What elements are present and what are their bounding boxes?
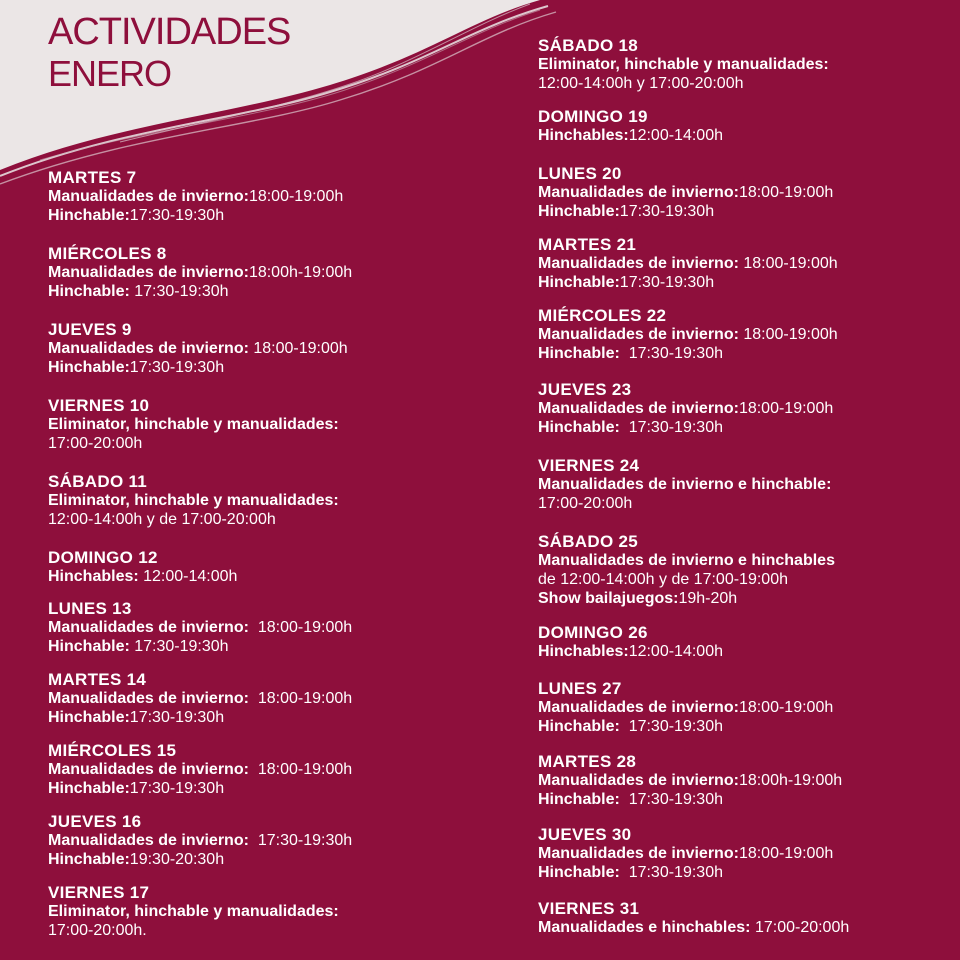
activity-line [48,415,478,434]
activity-time: 17:30-19:30h [619,345,723,362]
day-title: DOMINGO 19 [538,107,648,126]
day-entry [538,107,960,145]
activity-time: 18:00-19:00h [248,619,353,636]
activity-label: Hinchable: [48,709,130,726]
activity-label: Hinchable: [48,283,130,300]
day-title: VIERNES 24 [538,456,640,475]
activity-time: 17:30-19:30h [248,832,353,849]
activity-label: Hinchable: [538,345,620,362]
activity-time: 18:00-19:00h [248,340,348,357]
activity-time: 17:00-20:00h [750,919,850,936]
day-title: JUEVES 9 [48,320,132,339]
day-entry [538,532,960,608]
activity-label: Manualidades de invierno: [48,188,249,205]
activity-time: 18:00-19:00h [738,184,834,201]
activity-label: Manualidades de invierno: [48,690,249,707]
schedule-column-right [538,22,960,937]
activity-line [48,282,478,301]
poster-subtitle: ENERO [48,53,172,94]
activity-line [538,273,960,292]
day-entry [538,825,960,882]
activity-time: 12:00-14:00h y de 17:00-20:00h [48,511,276,528]
activity-line [48,263,478,282]
day-entry [538,235,960,292]
activity-label: Hinchable: [538,864,620,881]
activity-label: Hinchable: [538,203,620,220]
activity-line [538,183,960,202]
activity-time: 17:30-19:30h [619,791,723,808]
activity-time: 17:30-19:30h [619,419,723,436]
day-entry [48,472,478,529]
activity-label: Hinchable: [538,718,620,735]
activity-time: 18:00-19:00h [738,326,838,343]
day-title: DOMINGO 26 [538,623,648,642]
activity-label: Hinchables: [538,127,629,144]
activity-label: Manualidades de invierno: [48,340,249,357]
activity-label: Manualidades de invierno: [48,832,249,849]
activity-line [538,475,960,494]
day-title: DOMINGO 12 [48,548,158,567]
day-title: MARTES 28 [538,752,637,771]
activity-line [48,921,478,940]
activity-line [48,760,478,779]
day-entry [538,306,960,363]
day-entry [48,396,478,453]
activity-label: Manualidades de invierno: [538,326,739,343]
activity-line [48,567,478,586]
activity-time: 17:00-20:00h [538,495,633,512]
day-entry [538,164,960,221]
activity-line [48,779,478,798]
day-title: LUNES 13 [48,599,132,618]
day-title: MIÉRCOLES 22 [538,306,667,325]
day-title: VIERNES 10 [48,396,150,415]
activity-label: Hinchable: [48,359,130,376]
schedule-column-left [48,154,478,940]
day-entry [538,380,960,437]
day-entry [48,168,478,225]
activity-line [48,187,478,206]
activity-time: 17:30-19:30h [129,638,229,655]
activity-line [48,491,478,510]
activity-time: 18:00-19:00h [738,400,834,417]
activity-line [538,551,960,570]
activity-label: Hinchable: [48,207,130,224]
activity-label: Eliminator, hinchable y manualidades: [48,492,339,509]
day-title: SÁBADO 11 [48,472,148,491]
activity-label: Eliminator, hinchable y manualidades: [48,903,339,920]
activity-time: 19h-20h [678,590,738,607]
day-entry [538,623,960,661]
day-title: MIÉRCOLES 8 [48,244,167,263]
day-entry [48,812,478,869]
activity-time: 17:30-19:30h [129,780,225,797]
day-title: JUEVES 30 [538,825,632,844]
day-title: VIERNES 17 [48,883,150,902]
activity-time: 19:30-20:30h [129,851,225,868]
day-title: JUEVES 23 [538,380,632,399]
day-title: VIERNES 31 [538,899,640,918]
activity-line [538,918,960,937]
day-entry [48,548,478,586]
day-title: JUEVES 16 [48,812,142,831]
activity-label: Manualidades de invierno: [48,619,249,636]
activity-time: 12:00-14:00h [628,127,723,144]
activity-time: 18:00-19:00h [248,761,353,778]
activity-line [48,850,478,869]
activity-label: Hinchable: [538,791,620,808]
activity-line [538,698,960,717]
activity-line [48,358,478,377]
activity-line [538,570,960,589]
activity-line [48,206,478,225]
activity-time: 17:30-19:30h [129,359,225,376]
activity-label: Manualidades de invierno e hinchable: [538,476,832,493]
activity-time: 18:00-19:00h [248,690,353,707]
day-entry [48,320,478,377]
activity-time: 18:00-19:00h [738,845,834,862]
day-title: MARTES 7 [48,168,137,187]
day-title: MARTES 14 [48,670,147,689]
activity-line [538,254,960,273]
activity-line [48,708,478,727]
activity-line [538,325,960,344]
activity-time: 17:30-19:30h [129,709,225,726]
activity-time: 18:00-19:00h [738,255,838,272]
activity-time: 17:30-19:30h [619,864,723,881]
activity-time: 17:30-19:30h [129,283,229,300]
activity-line [538,126,960,145]
activity-line [538,399,960,418]
activity-time: 17:00-20:00h. [48,922,147,939]
poster-header [48,10,290,94]
activity-line [48,618,478,637]
activity-label: Show bailajuegos: [538,590,679,607]
activity-time: 18:00-19:00h [248,188,344,205]
day-title: MIÉRCOLES 15 [48,741,177,760]
activity-label: Manualidades de invierno e hinchables [538,552,835,569]
day-entry [48,741,478,798]
activity-line [538,790,960,809]
activity-time: de 12:00-14:00h y de 17:00-19:00h [538,571,788,588]
day-title: SÁBADO 25 [538,532,639,551]
activity-time: 12:00-14:00h y 17:00-20:00h [538,75,744,92]
activity-line [48,510,478,529]
activity-label: Manualidades de invierno: [538,845,739,862]
day-entry [48,244,478,301]
activity-line [538,717,960,736]
activity-time: 12:00-14:00h [138,568,238,585]
activity-time: 18:00h-19:00h [738,772,843,789]
activity-line [538,74,960,93]
day-entry [48,599,478,656]
activity-label: Hinchable: [48,851,130,868]
activity-label: Manualidades de invierno: [538,255,739,272]
activity-label: Eliminator, hinchable y manualidades: [538,56,829,73]
activity-line [48,637,478,656]
activity-time: 17:30-19:30h [129,207,225,224]
activity-label: Hinchable: [538,419,620,436]
day-title: SÁBADO 18 [538,36,639,55]
activity-label: Eliminator, hinchable y manualidades: [48,416,339,433]
activity-line [48,434,478,453]
activity-line [538,55,960,74]
activity-line [538,642,960,661]
day-entry [48,670,478,727]
activity-label: Hinchable: [48,780,130,797]
activity-label: Manualidades de invierno: [48,264,249,281]
activity-line [48,831,478,850]
activity-time: 18:00h-19:00h [248,264,353,281]
poster-title: ACTIVIDADES [48,11,291,53]
activity-label: Manualidades de invierno: [48,761,249,778]
activity-label: Hinchable: [48,638,130,655]
activity-label: Manualidades de invierno: [538,400,739,417]
activity-line [538,494,960,513]
day-entry [538,456,960,513]
activity-time: 18:00-19:00h [738,699,834,716]
day-title: MARTES 21 [538,235,637,254]
activity-line [538,202,960,221]
activity-line [538,418,960,437]
activity-label: Manualidades de invierno: [538,699,739,716]
day-entry [538,752,960,809]
activity-label: Hinchables: [538,643,629,660]
day-entry [48,883,478,940]
activity-line [538,344,960,363]
day-entry [538,899,960,937]
activity-time: 17:30-19:30h [619,718,723,735]
activity-label: Hinchable: [538,274,620,291]
activity-time: 17:00-20:00h [48,435,143,452]
day-title: LUNES 20 [538,164,622,183]
activity-label: Manualidades de invierno: [538,184,739,201]
day-entry [538,36,960,93]
day-entry [538,679,960,736]
activity-line [538,771,960,790]
activity-line [538,863,960,882]
activity-line [538,844,960,863]
activity-label: Hinchables: [48,568,139,585]
activity-time: 17:30-19:30h [619,203,715,220]
day-title: LUNES 27 [538,679,622,698]
activity-line [48,689,478,708]
activity-time: 17:30-19:30h [619,274,715,291]
activity-line [538,589,960,608]
activity-time: 12:00-14:00h [628,643,723,660]
activity-label: Manualidades de invierno: [538,772,739,789]
activity-line [48,339,478,358]
activity-label: Manualidades e hinchables: [538,919,751,936]
activity-line [48,902,478,921]
